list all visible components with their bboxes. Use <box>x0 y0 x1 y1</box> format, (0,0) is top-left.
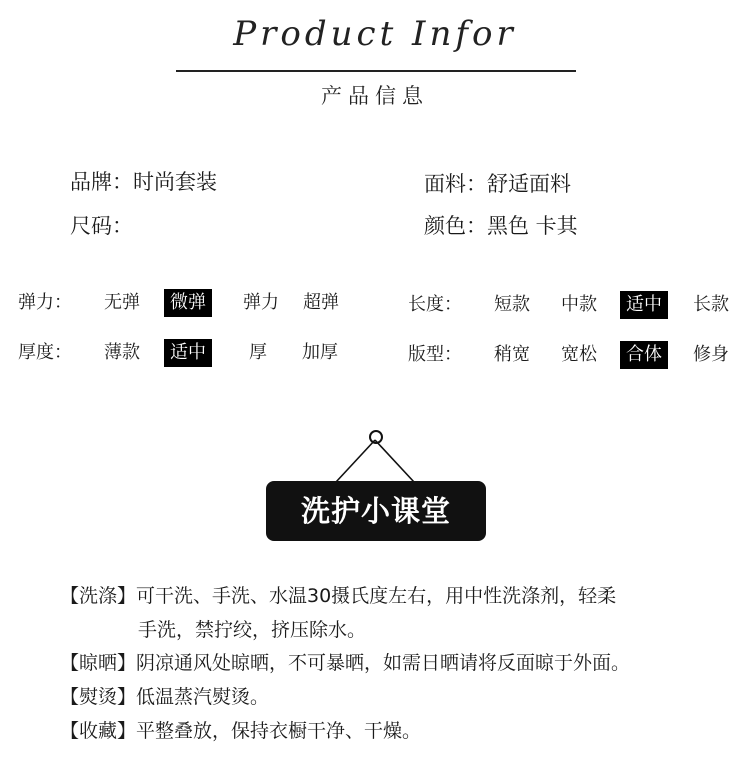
title-divider <box>176 70 576 72</box>
care-line-drying: 【晾晒】阴凉通风处晾晒，不可暴晒，如需日晒请将反面晾于外面。 <box>60 652 631 674</box>
length-option: 短款 <box>494 294 530 315</box>
script-title: Product Infor <box>233 14 517 54</box>
fit-option: 稍宽 <box>494 344 530 365</box>
fabric-info: 面料：舒适面料 <box>424 172 571 196</box>
thickness-option: 加厚 <box>302 342 338 363</box>
thickness-option-selected: 适中 <box>164 339 212 367</box>
elasticity-option: 弹力 <box>243 292 279 313</box>
length-option: 中款 <box>561 294 597 315</box>
care-badge: 洗护小课堂 <box>266 481 486 541</box>
size-info: 尺码： <box>70 214 133 238</box>
care-line-ironing: 【熨烫】低温蒸汽熨烫。 <box>60 686 270 708</box>
length-option: 长款 <box>693 294 729 315</box>
brand-info: 品牌：时尚套装 <box>70 170 217 194</box>
elasticity-option-selected: 微弹 <box>164 289 212 317</box>
care-line-storage: 【收藏】平整叠放，保持衣橱干净、干燥。 <box>60 720 422 742</box>
care-line-washing-cont: 手洗，禁拧绞，挤压除水。 <box>138 619 367 641</box>
fit-option: 宽松 <box>561 344 597 365</box>
page-title: 产品信息 <box>321 84 429 108</box>
hanger-string-icon <box>330 438 420 484</box>
fit-label: 版型： <box>408 344 462 365</box>
care-line-washing: 【洗涤】可干洗、手洗、水温30摄氏度左右，用中性洗涤剂，轻柔 <box>60 585 617 607</box>
length-label: 长度： <box>408 294 462 315</box>
thickness-label: 厚度： <box>18 342 72 363</box>
elasticity-label: 弹力： <box>18 292 72 313</box>
elasticity-option: 超弹 <box>303 292 339 313</box>
length-option-selected: 适中 <box>620 291 668 319</box>
fit-option-selected: 合体 <box>620 341 668 369</box>
thickness-option: 厚 <box>249 342 267 363</box>
color-info: 颜色：黑色 卡其 <box>424 214 578 238</box>
elasticity-option: 无弹 <box>104 292 140 313</box>
thickness-option: 薄款 <box>104 342 140 363</box>
fit-option: 修身 <box>693 344 729 365</box>
